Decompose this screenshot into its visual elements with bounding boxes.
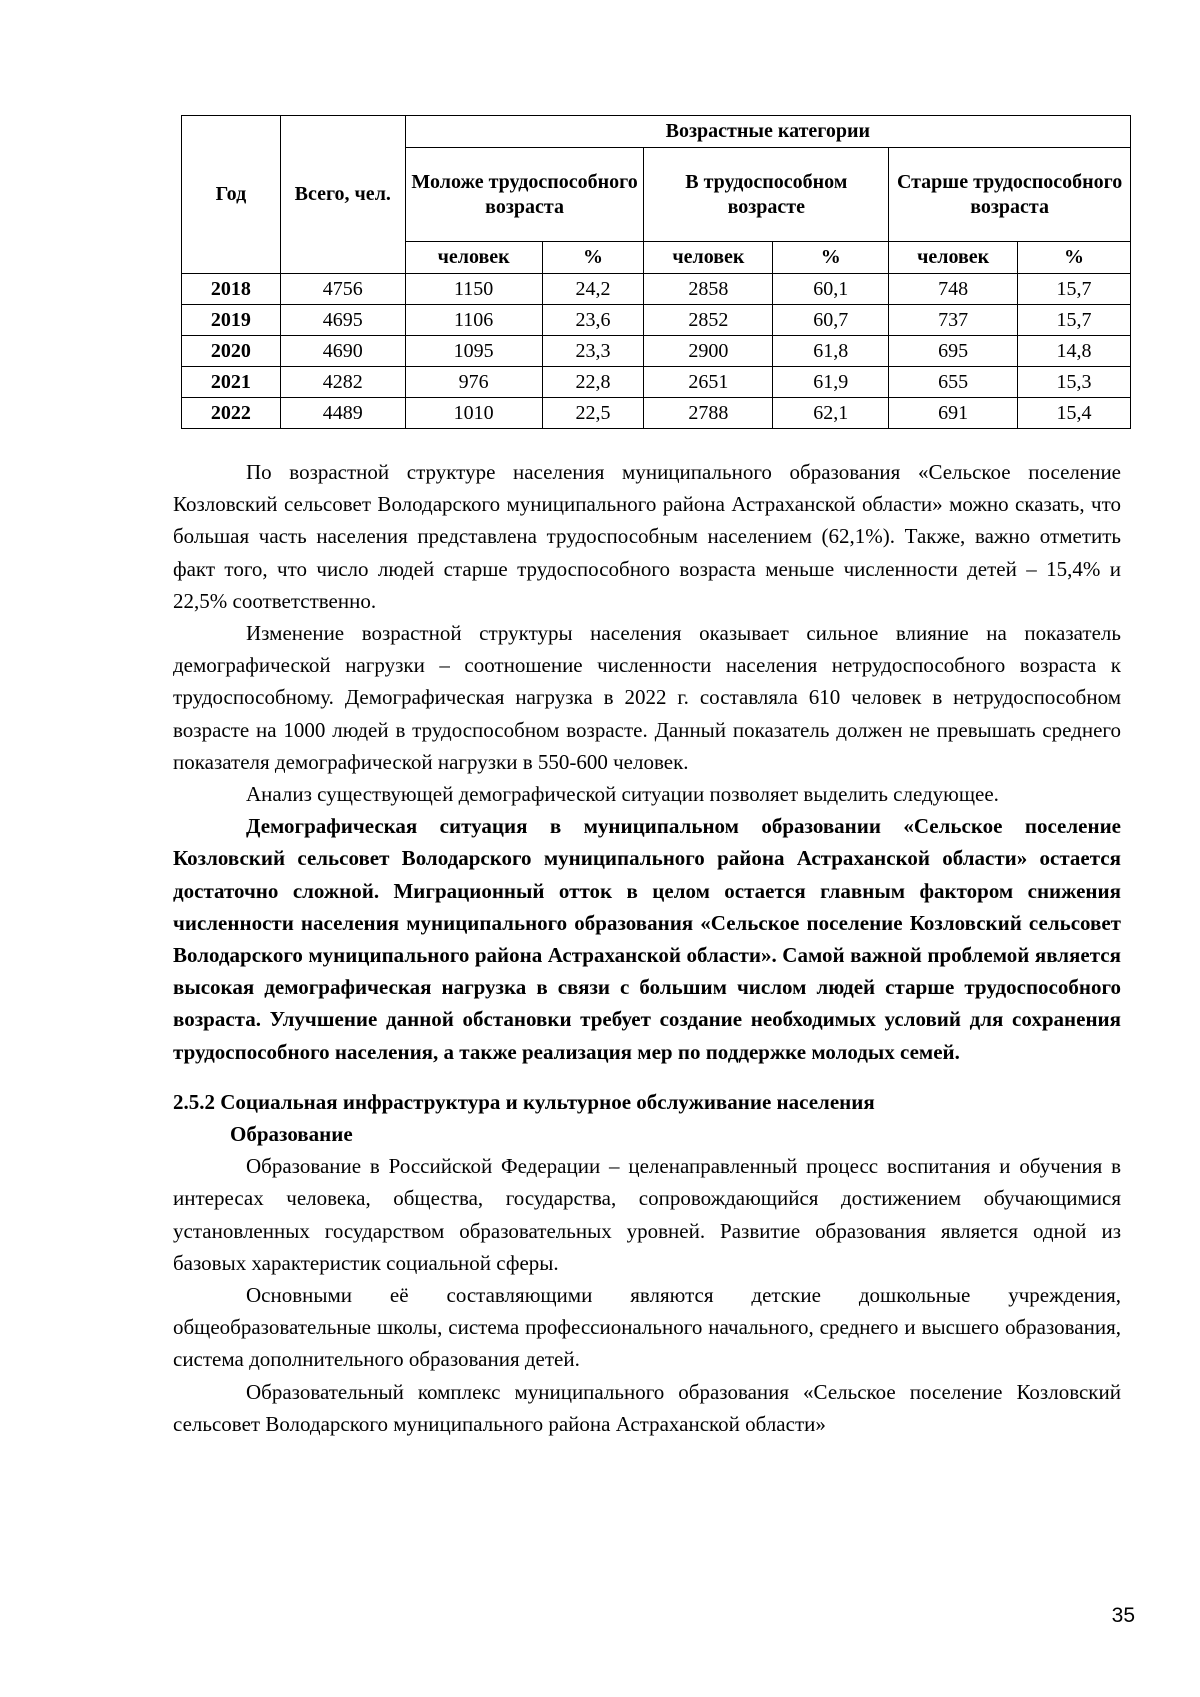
table-cell: 15,7: [1018, 305, 1131, 336]
age-structure-table: [181, 115, 1131, 429]
paragraph-conclusion: Демографическая ситуация в муниципальном образовании «Сельское поселение Козловский сельсовет Володарского муниципального района Астраханской области» остается достаточно сложной. Миграционный отток в целом остается главным фактором снижения численности населения муниципального образования «Сельское поселение Козловский сельсовет Володарского муниципального района Астраханской области». Самой важной проблемой является высокая демографическая нагрузка в связи с большим числом людей старше трудоспособного возраста. Улучшение данной обстановки требует создание необходимых условий для сохранения трудоспособного населения, а также реализация мер по поддержке молодых семей.: [173, 814, 1121, 1064]
table-cell-year: 2020: [182, 336, 281, 367]
table-cell: 748: [889, 274, 1018, 305]
paragraph-analysis-intro: Анализ существующей демографической ситуации позволяет выделить следующее.: [246, 782, 999, 807]
table-cell: 2858: [644, 274, 773, 305]
table-cell: 1095: [405, 336, 542, 367]
unit-header: человек: [405, 242, 542, 274]
paragraph-education-components: Основными её составляющими являются детские дошкольные учреждения, общеобразовательные школы, система профессионального начального, среднего и высшего образования, система дополнительного образования детей.: [173, 1283, 1121, 1372]
table-cell-year: 2021: [182, 367, 281, 398]
paragraph-education-complex: Образовательный комплекс муниципального образования «Сельское поселение Козловский сельсовет Володарского муниципального района Астраханской области»: [173, 1379, 1121, 1436]
body-text: [173, 456, 1121, 1440]
table-cell: 695: [889, 336, 1018, 367]
table-cell: 2852: [644, 305, 773, 336]
table-cell: 62,1: [773, 398, 889, 429]
unit-header: человек: [889, 242, 1018, 274]
table-cell: 4690: [280, 336, 405, 367]
table-cell: 60,7: [773, 305, 889, 336]
table-cell-year: 2018: [182, 274, 281, 305]
table-cell-year: 2019: [182, 305, 281, 336]
table-cell: 23,6: [542, 305, 644, 336]
table-cell: 4489: [280, 398, 405, 429]
header-working: В трудоспособном возрасте: [644, 148, 889, 242]
table-cell: 2900: [644, 336, 773, 367]
table-row: [182, 305, 1131, 336]
sub-heading-education: Образование: [230, 1122, 353, 1147]
header-total: Всего, чел.: [280, 116, 405, 274]
table-cell: 1010: [405, 398, 542, 429]
header-younger: Моложе трудоспособного возраста: [405, 148, 644, 242]
table-cell: 655: [889, 367, 1018, 398]
table-cell: 61,9: [773, 367, 889, 398]
table-cell: 4282: [280, 367, 405, 398]
table-cell: 1150: [405, 274, 542, 305]
table-row: [182, 367, 1131, 398]
table-cell-year: 2022: [182, 398, 281, 429]
paragraph-demographic-load: Изменение возрастной структуры населения оказывает сильное влияние на показатель демографической нагрузки – соотношение численности населения нетрудоспособного возраста к трудоспособному. Демографическая нагрузка в 2022 г. составляла 610 человек в нетрудоспособном возрасте на 1000 людей в трудоспособном возрасте. Данный показатель должен не превышать среднего показателя демографической нагрузки в 550-600 человек.: [173, 621, 1121, 774]
unit-header: человек: [644, 242, 773, 274]
table-cell: 22,5: [542, 398, 644, 429]
table-cell: 61,8: [773, 336, 889, 367]
table-cell: 23,3: [542, 336, 644, 367]
table-cell: 4756: [280, 274, 405, 305]
table-cell: 737: [889, 305, 1018, 336]
table-cell: 15,4: [1018, 398, 1131, 429]
table-cell: 976: [405, 367, 542, 398]
paragraph-age-structure: По возрастной структуре населения муниципального образования «Сельское поселение Козловский сельсовет Володарского муниципального района Астраханской области» можно сказать, что большая часть населения представлена трудоспособным населением (62,1%). Также, важно отметить факт того, что число людей старше трудоспособного возраста меньше численности детей – 15,4% и 22,5% соответственно.: [173, 460, 1121, 613]
table-cell: 2788: [644, 398, 773, 429]
unit-header: %: [1018, 242, 1131, 274]
table-cell: 22,8: [542, 367, 644, 398]
table-cell: 1106: [405, 305, 542, 336]
header-year: Год: [182, 116, 281, 274]
table-cell: 4695: [280, 305, 405, 336]
table-row: [182, 398, 1131, 429]
table-cell: 15,3: [1018, 367, 1131, 398]
table-cell: 2651: [644, 367, 773, 398]
unit-header: %: [542, 242, 644, 274]
table-row: [182, 274, 1131, 305]
paragraph-education-definition: Образование в Российской Федерации – целенаправленный процесс воспитания и обучения в интересах человека, общества, государства, сопровождающийся достижением обучающимися установленных государством образовательных уровней. Развитие образования является одной из базовых характеристик социальной сферы.: [173, 1154, 1121, 1275]
header-older: Старше трудоспособного возраста: [889, 148, 1131, 242]
table-cell: 24,2: [542, 274, 644, 305]
section-heading: 2.5.2 Социальная инфраструктура и культурное обслуживание населения: [173, 1089, 875, 1114]
table-cell: 691: [889, 398, 1018, 429]
header-age-categories: Возрастные категории: [405, 116, 1130, 148]
page-number: 35: [1111, 1604, 1135, 1627]
table-row: [182, 336, 1131, 367]
table-cell: 14,8: [1018, 336, 1131, 367]
table-cell: 15,7: [1018, 274, 1131, 305]
unit-header: %: [773, 242, 889, 274]
table-cell: 60,1: [773, 274, 889, 305]
